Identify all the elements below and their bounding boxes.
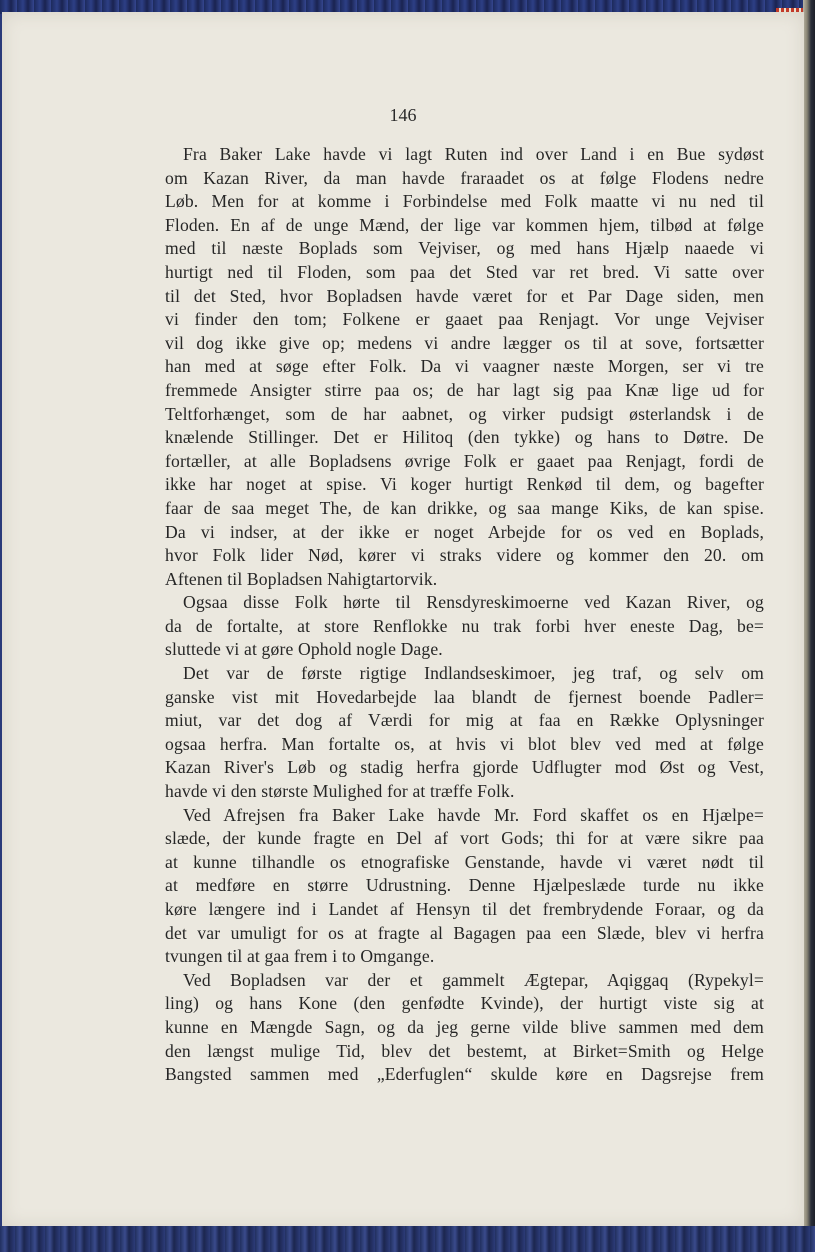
text-line: han med at søge efter Folk. Da vi vaagner næste Morgen, ser vi tre xyxy=(165,356,764,377)
text-line: Det var de første rigtige Indlandseskimoer, jeg traf, og selv om xyxy=(183,663,764,684)
text-line: Løb. Men for at komme i Forbindelse med Folk maatte vi nu ned til xyxy=(165,191,764,212)
text-line: vil dog ikke give op; medens vi andre lægger os til at sove, fortsætter xyxy=(165,332,764,353)
paragraph xyxy=(165,662,764,804)
text-line: slæde, der kunde fragte en Del af vort Gods; thi for at være sikre paa xyxy=(165,828,764,849)
text-line: knælende Stillinger. Det er Hilitoq (den tykke) og hans to Døtre. De xyxy=(165,427,764,448)
text-line: miut, var det dog af Værdi for mig at faa en Række Oplysninger xyxy=(165,710,764,731)
text-line: Ved Bopladsen var der et gammelt Ægtepar, Aqiggaq (Rypekyl= xyxy=(183,969,764,990)
text-line: Teltforhænget, som de har aabnet, og virker pudsigt østerlandsk i de xyxy=(165,403,764,424)
text-line: den længst mulige Tid, blev det bestemt, at Birket=Smith og Helge xyxy=(165,1040,764,1061)
text-line: Da vi indser, at der ikke er noget Arbejde for os ved en Boplads, xyxy=(165,521,764,542)
page-stack-edge xyxy=(803,0,815,1252)
text-line: sluttede vi at gøre Ophold nogle Dage. xyxy=(165,639,443,660)
text-line: til det Sted, hvor Bopladsen havde været for et Par Dage siden, men xyxy=(165,285,764,306)
text-line: faar de saa meget The, de kan drikke, og saa mange Kiks, de kan spise. xyxy=(165,497,764,518)
text-line: fremmede Ansigter stirre paa os; de har lagt sig paa Knæ lige ud for xyxy=(165,379,764,400)
page-number: 146 xyxy=(389,105,417,125)
text-line: hurtigt ned til Floden, som paa det Sted var ret bred. Vi satte over xyxy=(165,261,764,282)
text-line: med til næste Boplads som Vejviser, og med hans Hjælp naaede vi xyxy=(165,238,764,259)
text-line: at kunne tilhandle os etnografiske Genstande, havde vi været nødt til xyxy=(165,851,764,872)
text-line: kunne en Mængde Sagn, og da jeg gerne vilde blive sammen med dem xyxy=(165,1016,764,1037)
paragraph xyxy=(165,591,764,662)
text-line: tvungen til at gaa frem i to Omgange. xyxy=(165,946,435,967)
text-line: Ogsaa disse Folk hørte til Rensdyreskimoerne ved Kazan River, og xyxy=(183,592,764,613)
text-line: om Kazan River, da man havde fraraadet os at følge Flodens nedre xyxy=(165,167,764,188)
text-line: Bangsted sammen med „Ederfuglen“ skulde køre en Dagsrejse frem xyxy=(165,1064,764,1085)
paragraph xyxy=(165,969,764,1087)
text-line: havde vi den største Mulighed for at træffe Folk. xyxy=(165,781,515,802)
text-line: Ved Afrejsen fra Baker Lake havde Mr. Ford skaffet os en Hjælpe= xyxy=(183,804,764,825)
paragraph xyxy=(165,804,764,969)
text-line: Floden. En af de unge Mænd, der lige var kommen hjem, tilbød at følge xyxy=(165,214,764,235)
paragraph xyxy=(165,143,764,591)
text-line: det var umuligt for os at fragte al Bagagen paa een Slæde, blev vi herfra xyxy=(165,922,764,943)
text-line: ogsaa herfra. Man fortalte os, at hvis vi blot blev ved med at følge xyxy=(165,733,764,754)
text-line: ling) og hans Kone (den genfødte Kvinde), der hurtigt viste sig at xyxy=(165,993,764,1014)
text-line: Fra Baker Lake havde vi lagt Ruten ind over Land i en Bue sydøst xyxy=(183,144,764,164)
page-sheet xyxy=(2,12,804,1227)
text-line: fortæller, at alle Bopladsens øvrige Folk er gaaet paa Renjagt, fordi de xyxy=(165,450,764,471)
text-line: Kazan River's Løb og stadig herfra gjorde Udflugter mod Øst og Vest, xyxy=(165,757,764,778)
text-line: at medføre en større Udrustning. Denne Hjælpeslæde turde nu ikke xyxy=(165,875,764,896)
text-line: ganske vist mit Hovedarbejde laa blandt de fjernest boende Padler= xyxy=(165,686,764,707)
text-line: ikke har noget at spise. Vi koger hurtigt Renkød til dem, og bagefter xyxy=(165,474,764,495)
text-line: vi finder den tom; Folkene er gaaet paa Renjagt. Vor unge Vejviser xyxy=(165,309,764,330)
text-line: hvor Folk lider Nød, kører vi straks videre og kommer den 20. om xyxy=(165,545,764,566)
book-cover-bottom-edge xyxy=(0,1226,815,1252)
body-text xyxy=(165,143,764,1087)
text-line: køre længere ind i Landet af Hensyn til det frembrydende Foraar, og da xyxy=(165,899,764,919)
text-line: da de fortalte, at store Renflokke nu trak forbi hver eneste Dag, be= xyxy=(165,615,764,636)
text-line: Aftenen til Bopladsen Nahigtartorvik. xyxy=(165,568,438,589)
